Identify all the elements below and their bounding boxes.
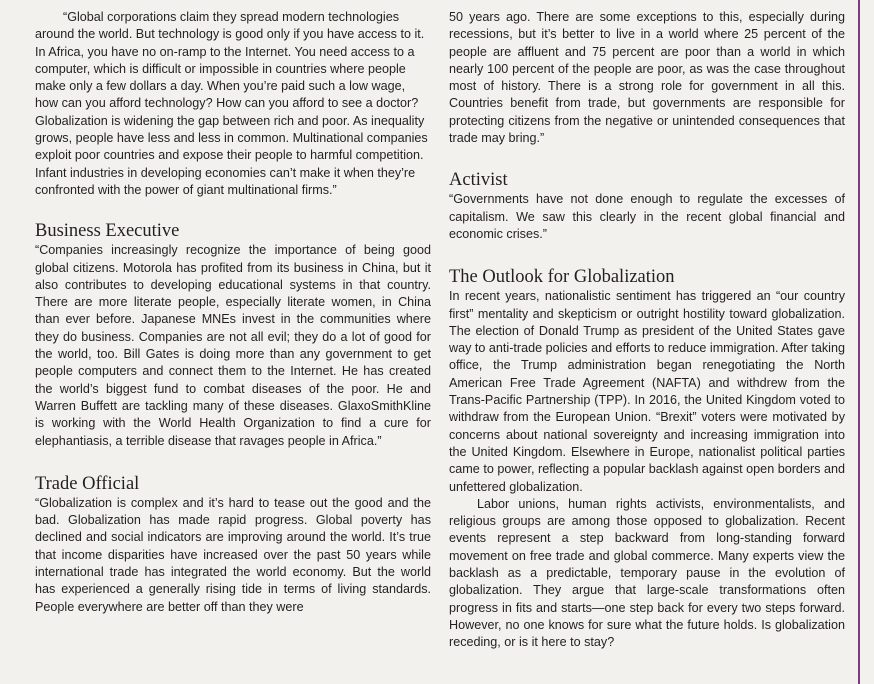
business-executive-quote: “Companies increasingly recognize the importance of being good global citizens. Motorola has profited from its business in China, but it also contributes to developing educational systems in that country. There are more literate people, especially literate women, in China than ever before. Japanese MNEs invest in the communities where they do business. Companies are not all evil; they do a lot of good for the world, too. Bill Gates is doing more than any government to get people computers and connect them to the Internet. He has created the world’s biggest fund to combat diseases of the poor. He and Warren Buffett are tackling many of these diseases. GlaxoSmithKline is working with the World Health Organization to find a cure for elephantiasis, a terrible disease that ravages people in Africa.” bbox=[35, 243, 431, 448]
margin-rule bbox=[858, 0, 860, 684]
business-executive-heading: Business Executive bbox=[35, 221, 180, 242]
right-column bbox=[449, 9, 845, 652]
trade-official-quote: “Globalization is complex and it’s hard to tease out the good and the bad. Globalization has made rapid progress. Global poverty has declined and social indicators are improving around the world. It’s true that income disparities have increased over the past 50 years while international trade has integrated the world economy. But the world has experienced a generally rising tide in terms of living standards. People everywhere are better off than they were bbox=[35, 495, 431, 614]
intro-quote: “Global corporations claim they spread modern technologies around the world. But technology is good only if you have access to it. In Africa, you have no on-ramp to the Internet. You need access to a computer, which is difficult or impossible in countries where people make only a few dollars a day. When you’re paid such a low wage, how can you afford technology? How can you afford to see a doctor? Globalization is widening the gap between rich and poor. As inequality grows, people have less and less in common. Multinational companies exploit poor countries and expose their people to harmful competition. Infant industries in developing economies can’t make it when they’re confronted with the power of giant multinational firms.” bbox=[35, 10, 428, 197]
activist-quote: “Governments have not done enough to regulate the excesses of capitalism. We saw this clearly in the recent global financial and economic crises.” bbox=[449, 192, 845, 241]
outlook-paragraph-2: Labor unions, human rights activists, environmentalists, and religious groups are among those opposed to globalization. Recent events represent a step backward from long-standing forward movement on free trade and global commerce. Many experts view the backlash as a predictable, temporary pause in the evolution of globalization. They argue that large-scale transformations often progress in fits and starts—one step back for every two steps forward. However, no one knows for sure what the future holds. Is globalization receding, or is it here to stay? bbox=[449, 496, 845, 650]
trade-official-continuation: 50 years ago. There are some exceptions to this, especially during recessions, but it’s better to live in a world where 25 percent of the people are affluent and 75 percent are poor than a world in which nearly 100 percent of the people are poor, as was the case throughout most of history. There is a strong role for government in all this. Countries benefit from trade, but governments are responsible for protecting citizens from the negative or unintended consequences that trade may bring.” bbox=[449, 10, 845, 146]
outlook-paragraph-1: In recent years, nationalistic sentiment has triggered an “our country first” mentality and skepticism or outright hostility toward globalization. The election of Donald Trump as president of the United States gave way to anti-trade policies and efforts to reduce immigration. After taking office, the Trump administration began renegotiating the North American Free Trade Agreement (NAFTA) and withdrew from the Trans-Pacific Partnership (TPP). In 2016, the United Kingdom voted to withdraw from the European Union. “Brexit” voters were motivated by concerns about national sovereignty and increasing immigration into the United Kingdom. Elsewhere in Europe, nationalist political parties came to power, reflecting a popular backlash against open borders and unfettered globalization. bbox=[449, 289, 845, 494]
activist-heading: Activist bbox=[449, 170, 508, 191]
trade-official-heading: Trade Official bbox=[35, 473, 140, 494]
outlook-heading: The Outlook for Globalization bbox=[449, 267, 675, 288]
left-column bbox=[35, 9, 431, 616]
